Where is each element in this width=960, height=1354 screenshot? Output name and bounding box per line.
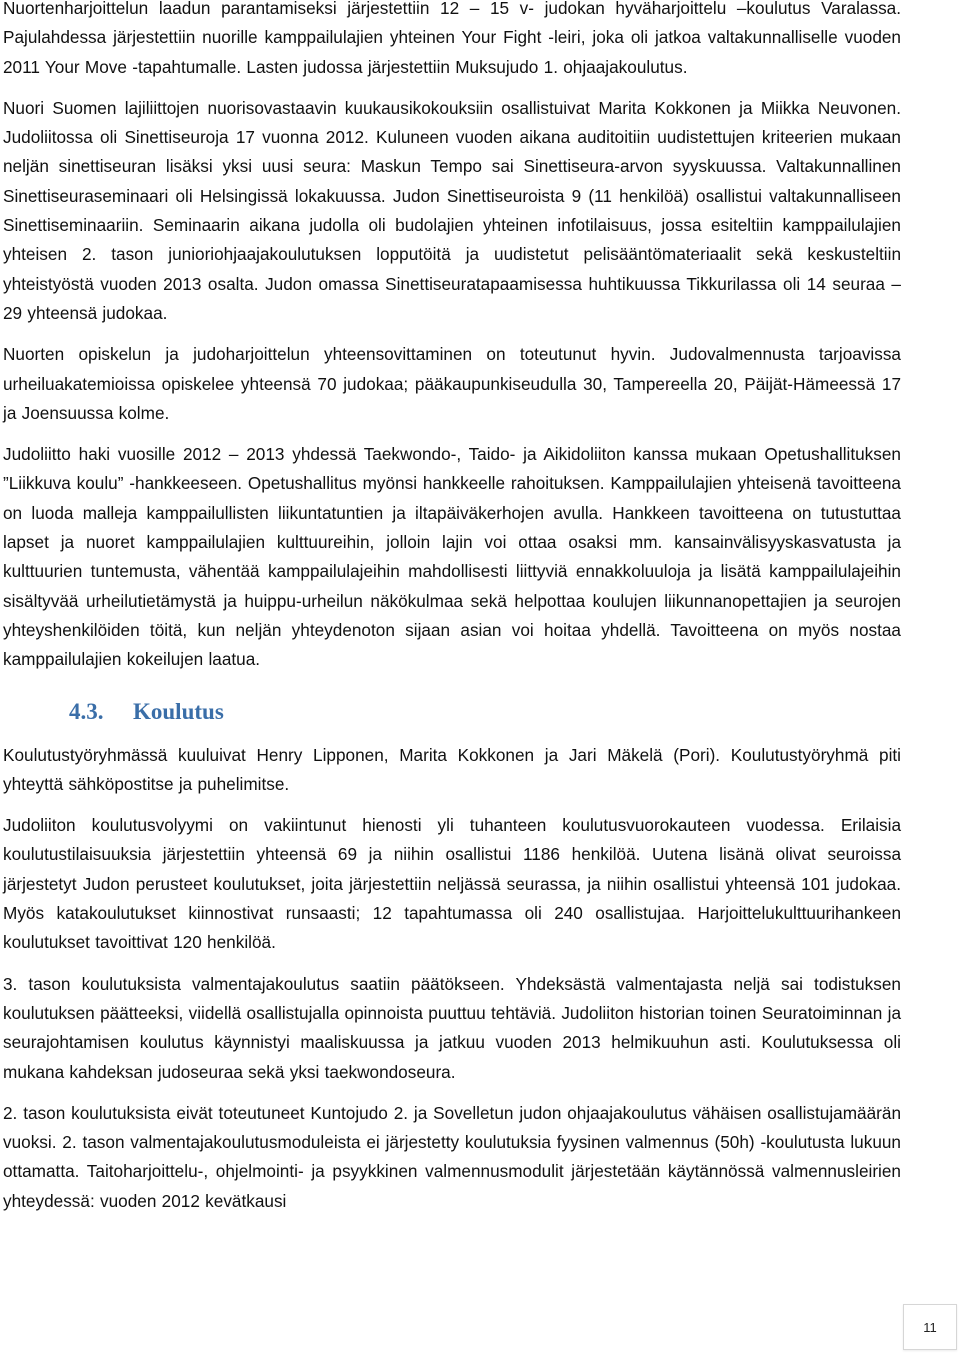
paragraph-academies: Nuorten opiskelun ja judoharjoittelun yhteensovittaminen on toteutunut hyvin. Judovalmennusta tarjoavissa urheiluakatemioissa opiskelee yhteensä 70 judokaa; pääkaupunkiseudulla 30, Tampereella 20, Päijät-Hämeessä 17 ja Joensuussa kolme. — [3, 344, 901, 423]
page-number-box — [903, 1304, 957, 1350]
section-number: 4.3. — [69, 698, 104, 724]
paragraph-level-3: 3. tason koulutuksista valmentajakoulutus saatiin päätökseen. Yhdeksästä valmentajasta neljä sai todistuksen koulutuksen päätteeksi, viidellä osallistujalla opinnoista puuttuu tehtäviä. Judoliiton historian toinen Seuratoiminnan ja seurajohtamisen koulutus käynnistyi maaliskuussa ja jatkuu vuoden 2013 helmikuuhun asti. Koulutuksessa oli mukana kahdeksan judoseuraa sekä yksi taekwondoseura. — [3, 973, 901, 1082]
paragraph-youth-training: Nuortenharjoittelun laadun parantamiseksi järjestettiin 12 – 15 v- judokan hyväharjoittelu –koulutus Varalassa. Pajulahdessa järjestettiin nuorille kamppailulajien yhteinen Your Fight -leiri, joka oli jatkoa valtakunnalliselle vuoden 2011 Your Move -tapahtumalle. Lasten judossa järjestettiin Muksujudo 1. ohjaajakoulutus. — [3, 0, 901, 77]
page-number: 11 — [923, 1319, 937, 1335]
paragraph-sinettiseura: Nuori Suomen lajiliittojen nuorisovastaavin kuukausikokouksiin osallistuivat Marita Kokkonen ja Miikka Neuvonen. Judoliitossa oli Sinettiseuroja 17 vuonna 2012. Kuluneen vuoden aikana auditoitiin uudistettujen kriteerien mukaan neljän sinettiseuran lisäksi yksi uusi seura: Maskun Tempo sai Sinettiseura-arvon syyskuussa. Valtakunnallinen Sinettiseuraseminaari oli Helsingissä lokakuussa. Judon Sinettiseuroista 9 (11 henkilöä) osallistui valtakunnalliseen Sinettiseminaariin. Seminaarin aikana judolla oli budolajien yhteinen infotilaisuus, jossa esiteltiin kamppailulajien yhteisen 2. tason junioriohjaajakoulutuksen lopputöitä ja uudistetut pelisääntömateriaalit sekä keskusteltiin yhteistyöstä vuoden 2013 osalta. Judon omassa Sinettiseuratapaamisessa huhtikuussa Tikkurilassa oli 14 seuraa – 29 yhteensä judokaa. — [3, 97, 901, 323]
paragraph-workgroup: Koulutustyöryhmässä kuuluivat Henry Lipponen, Marita Kokkonen ja Jari Mäkelä (Pori). Koulutustyöryhmä piti yhteyttä sähköpostitse ja puhelimitse. — [3, 744, 901, 794]
section-title: Koulutus — [133, 698, 224, 724]
paragraph-volume: Judoliiton koulutusvolyymi on vakiintunut hienosti yli tuhanteen koulutusvuorokauteen vuodessa. Erilaisia koulutustilaisuuksia järjestettiin yhteensä 69 ja niihin osallistui 1186 henkilöä. Uutena lisänä olivat seuroissa järjestetyt Judon perusteet koulutukset, joita järjestettiin neljässä seurassa, ja niihin osallistui yhteensä 101 judokaa. Myös katakoulutukset kiinnostivat runsaasti; 12 tapahtumassa oli 240 osallistujaa. Harjoittelukulttuurihankeen koulutukset tavoittivat 120 henkilöä. — [3, 815, 901, 953]
document-page — [3, 0, 901, 1228]
section-heading — [69, 697, 901, 727]
paragraph-liikkuva-koulu: Judoliitto haki vuosille 2012 – 2013 yhdessä Taekwondo-, Taido- ja Aikidoliiton kanssa mukaan Opetushallituksen ”Liikkuva koulu” -hankkeeseen. Opetushallitus myönsi hankkeelle rahoituksen. Kamppailulajien yhteisenä tavoitteena on luoda malleja kamppailullisten liikuntatuntien ja iltapäiväkerhojen avulla. Hankkeen tavoitteena on tutustuttaa lapset ja nuoret kamppailulajien kulttuureihin, jolloin lajin voi ottaa osaksi mm. kansainvälisyyskasvatusta ja kulttuurien tuntemusta, vähentää kamppailulajeihin mahdollisesti liittyviä ennakkoluuloja ja lisätä kamppailulajeihin sisältyvää urheilutietämystä ja huippu-urheilun näkökulmaa sekä helpottaa koulujen liikunnanopettajien ja seurojen yhteyshenkilöiden töitä, kun neljän yhteydenoton sijaan asian voi hoitaa yhdellä. Tavoitteena on myös nostaa kamppailulajien kokeilujen laatua. — [3, 444, 901, 670]
paragraph-level-2: 2. tason koulutuksista eivät toteutuneet Kuntojudo 2. ja Sovelletun judon ohjaajakoulutus vähäisen osallistujamäärän vuoksi. 2. tason valmentajakoulutusmoduleista ei järjestetty koulutuksia fyysinen valmennus (50h) -koulutusta lukuun ottamatta. Taitoharjoittelu-, ohjelmointi- ja psyykkinen valmennusmodulit järjestetään käytännössä valmennusleirien yhteydessä: vuoden 2012 kevätkausi — [3, 1102, 901, 1211]
